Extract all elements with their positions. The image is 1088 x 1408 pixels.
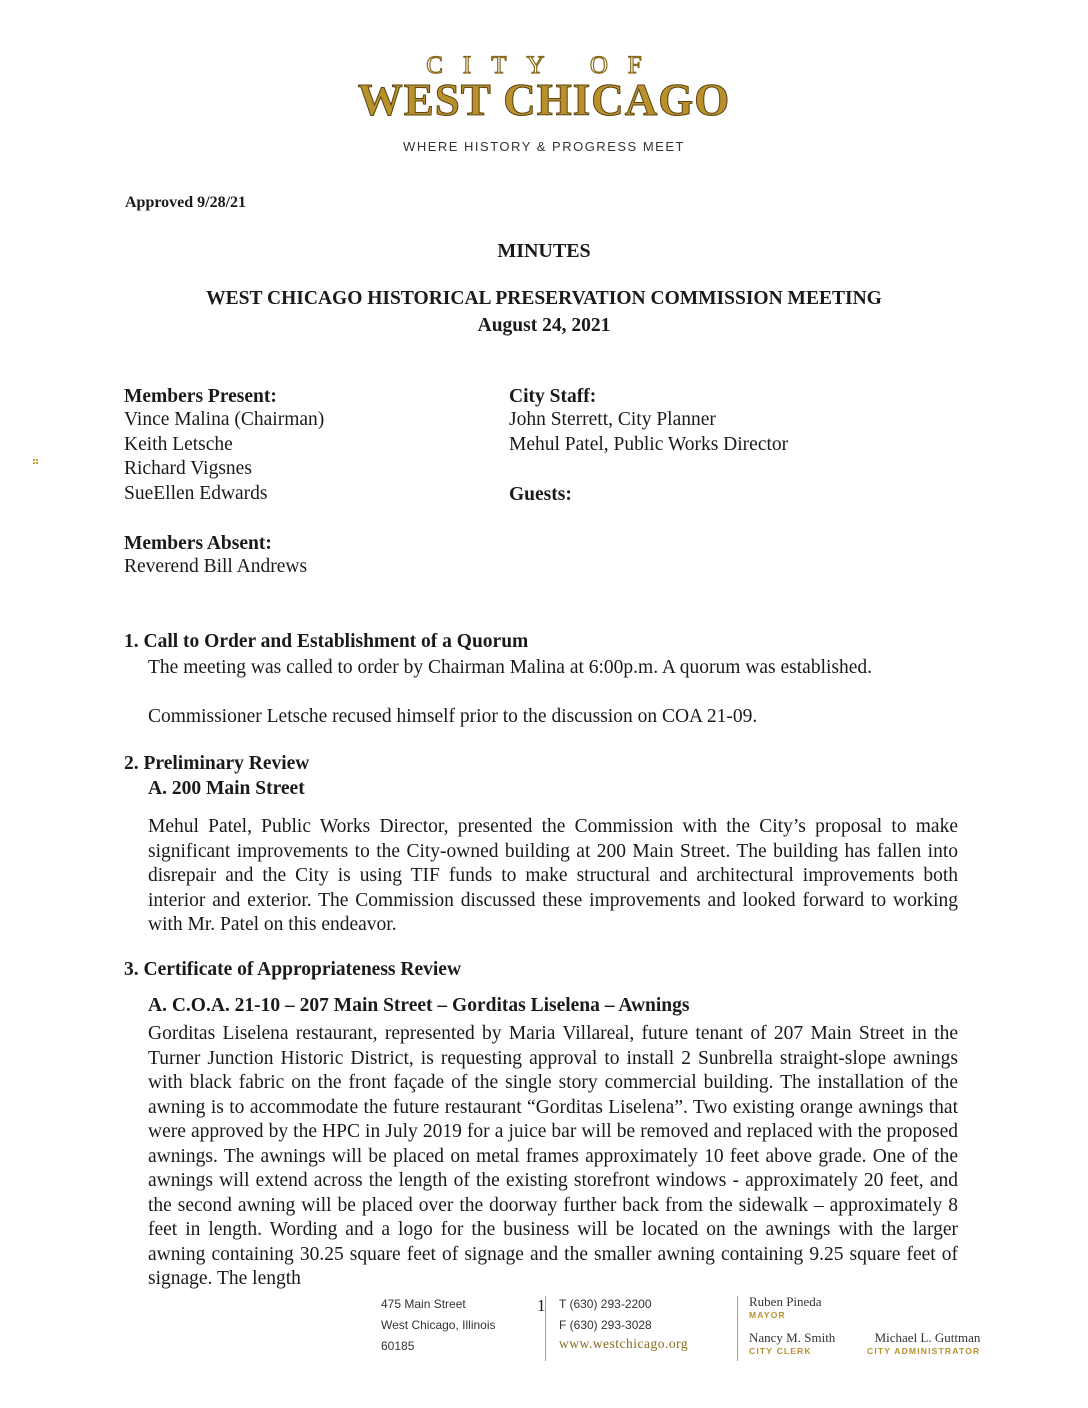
mayor-name: Ruben Pineda xyxy=(749,1294,822,1309)
section-1-paragraph: The meeting was called to order by Chairman Malina at 6:00p.m. A quorum was established. xyxy=(148,657,873,678)
tagline: WHERE HISTORY & PROGRESS MEET xyxy=(403,139,685,154)
address-line: 475 Main Street xyxy=(381,1297,466,1311)
clerk-credit xyxy=(749,1330,835,1356)
fax-number: F (630) 293-3028 xyxy=(559,1318,652,1332)
section-1-paragraph: Commissioner Letsche recused himself prior to the discussion on COA 21-09. xyxy=(148,706,758,727)
section-2-title: 2. Preliminary Review xyxy=(124,753,310,774)
administrator-credit xyxy=(867,1330,980,1356)
document-heading: MINUTES xyxy=(497,240,591,262)
footer-divider xyxy=(737,1296,738,1361)
section-3-subtitle: A. C.O.A. 21-10 – 207 Main Street – Gorditas Liselena – Awnings xyxy=(148,995,690,1016)
approval-note: Approved 9/28/21 xyxy=(125,194,247,211)
section-3-paragraph: Gorditas Liselena restaurant, represented by Maria Villareal, future tenant of 207 Main Street in the Turner Junction Historic District, is requesting approval to install 2 Sunbrella straight-slope awnings with black fabric on the front façade of the single story commercial building. The installation of the awning is to accommodate the future restaurant “Gorditas Liselena”. Two existing orange awnings that were approved by the HPC in July 2019 for a juice bar will be removed and replaced with the proposed awnings. The awnings will be placed on metal frames approximately 10 feet above grade. One of the awnings will extend across the length of the existing storefront windows - approximately 20 feet, and the second awning will be placed over the doorway further back from the sidewalk – approximately 8 feet in length. Wording and a logo for the business will be located on the awnings with the larger awning containing 30.25 square feet of signage and the smaller awning containing 9.25 square feet of signage. The length xyxy=(148,1023,958,1289)
guests xyxy=(509,484,572,506)
footer-divider xyxy=(545,1296,546,1361)
administrator-name: Michael L. Guttman xyxy=(874,1330,981,1345)
clerk-name: Nancy M. Smith xyxy=(749,1330,836,1345)
footer-contact xyxy=(559,1294,652,1336)
staff-name: Mehul Patel, Public Works Director xyxy=(509,433,789,455)
address-line: 60185 xyxy=(381,1339,415,1353)
page-number: 1 xyxy=(537,1296,546,1315)
members-present xyxy=(124,386,324,506)
members-absent xyxy=(124,533,307,580)
staff-name: John Sterrett, City Planner xyxy=(509,409,716,430)
scan-dots-mark xyxy=(33,459,37,463)
address-line: West Chicago, Illinois xyxy=(381,1318,496,1332)
city-staff xyxy=(509,386,788,457)
logo-city-of: CITY OF xyxy=(426,52,662,79)
member-name: Vince Malina (Chairman) xyxy=(124,409,325,430)
section-1-title: 1. Call to Order and Establishment of a Quorum xyxy=(124,631,529,652)
mayor-title: MAYOR xyxy=(749,1310,786,1320)
meeting-date: August 24, 2021 xyxy=(477,315,611,336)
administrator-title: CITY ADMINISTRATOR xyxy=(867,1346,981,1356)
meeting-title: WEST CHICAGO HISTORICAL PRESERVATION COMMISSION MEETING xyxy=(206,288,882,309)
logo-west-chicago: WEST CHICAGO xyxy=(357,75,731,125)
section-2-subtitle: A. 200 Main Street xyxy=(148,778,305,799)
member-name: Reverend Bill Andrews xyxy=(124,556,308,577)
footer-address xyxy=(381,1294,496,1357)
member-name: Keith Letsche xyxy=(124,433,233,455)
member-name: Richard Vigsnes xyxy=(124,458,252,479)
members-present-label: Members Present: xyxy=(124,386,277,407)
member-name: SueEllen Edwards xyxy=(124,482,268,504)
city-staff-label: City Staff: xyxy=(509,386,597,407)
guests-label: Guests: xyxy=(509,484,572,505)
section-3-title: 3. Certificate of Appropriateness Review xyxy=(124,959,462,980)
members-absent-label: Members Absent: xyxy=(124,533,272,554)
phone-number: T (630) 293-2200 xyxy=(559,1297,652,1311)
clerk-title: CITY CLERK xyxy=(749,1346,812,1356)
mayor-credit xyxy=(749,1294,822,1320)
website-link[interactable]: www.westchicago.org xyxy=(559,1336,689,1351)
section-2-paragraph: Mehul Patel, Public Works Director, presented the Commission with the City’s proposal to make significant improvements to the City-owned building at 200 Main Street. The building has fallen into disrepair and the City is using TIF funds to make structural and architectural improvements both interior and exterior. The Commission discussed these improvements and looked forward to working with Mr. Patel on this endeavor. xyxy=(148,816,958,935)
